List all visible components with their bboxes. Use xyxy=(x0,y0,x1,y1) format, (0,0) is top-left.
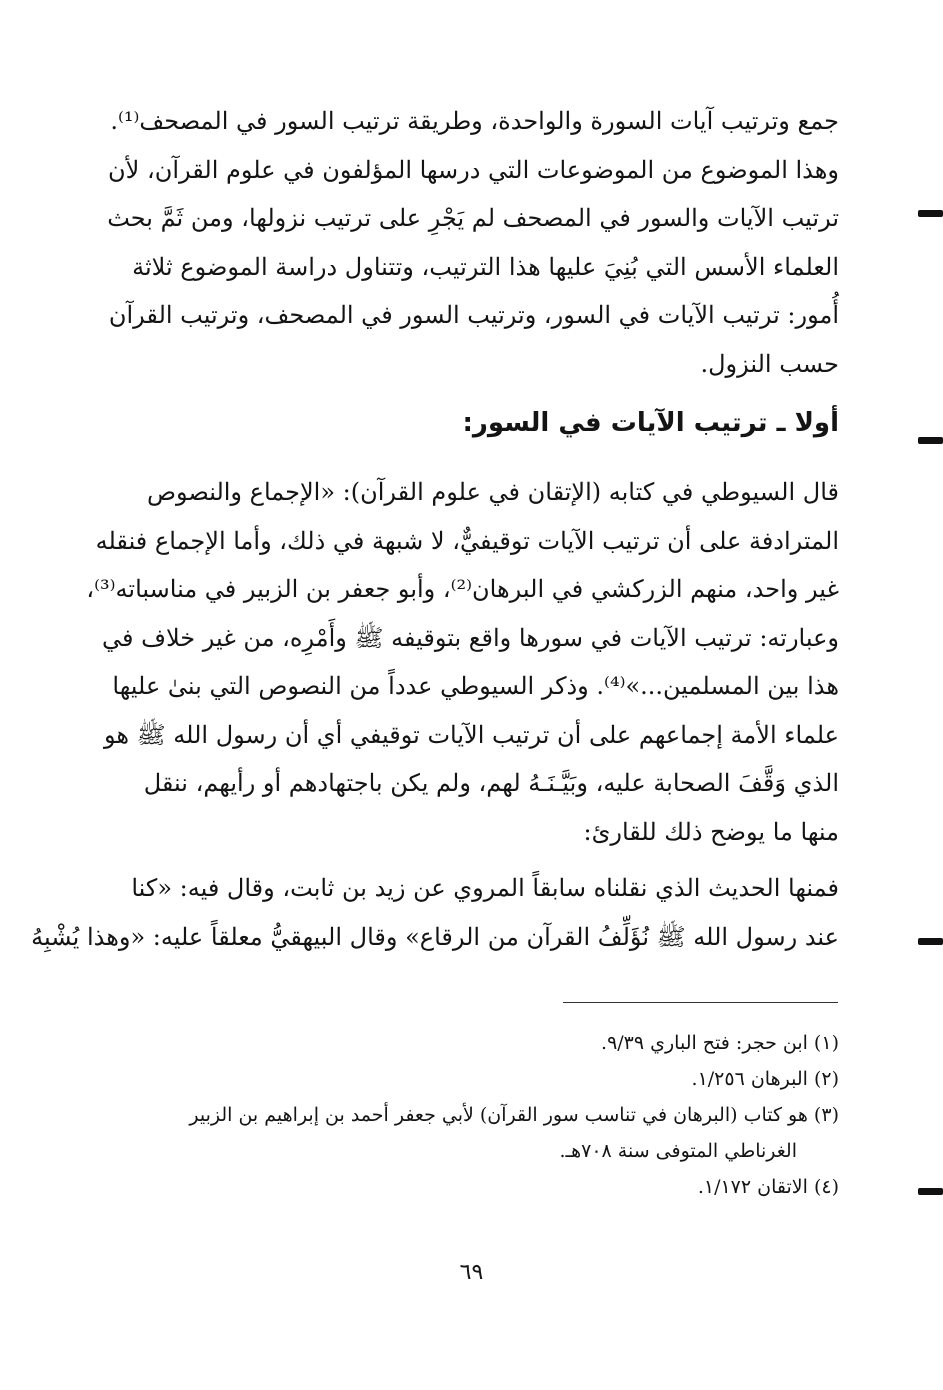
suyuti-paragraph xyxy=(86,468,839,856)
text-line: هذا بين المسلمين...»⁽⁴⁾. وذكر السيوطي عدداً من النصوص التي بنىٰ عليها xyxy=(112,672,839,700)
text-line: وهذا الموضوع من الموضوعات التي درسها المؤلفون في علوم القرآن، لأن xyxy=(108,155,839,184)
margin-mark xyxy=(918,437,943,444)
text-line: حسب النزول. xyxy=(700,349,839,378)
text-line: علماء الأمة إجماعهم على أن ترتيب الآيات توقيفي أي أن رسول الله ﷺ هو xyxy=(103,720,839,749)
text-line: العلماء الأسس التي بُنِيَ عليها هذا الترتيب، وتتناول دراسة الموضوع ثلاثة xyxy=(132,252,839,281)
footnote: (٣) هو كتاب (البرهان في تناسب سور القرآن) لأبي جعفر أحمد بن إبراهيم بن الزبير xyxy=(189,1104,839,1126)
footnote: (٤) الاتقان ١/١٧٢. xyxy=(697,1176,839,1198)
footnotes xyxy=(97,1025,839,1205)
footnote-continuation: الغرناطي المتوفى سنة ٧٠٨هـ. xyxy=(559,1140,797,1162)
intro-paragraph xyxy=(97,97,839,388)
text-line: منها ما يوضح ذلك للقارئ: xyxy=(583,817,839,846)
footnote-separator xyxy=(563,1002,838,1003)
footnote: (٢) البرهان ١/٢٥٦. xyxy=(691,1068,839,1090)
text-line: الذي وَقَّفَ الصحابة عليه، وبَيَّـنَـهُ لهم، ولم يكن باجتهادهم أو رأيهم، ننقل xyxy=(143,769,839,797)
footnote: (١) ابن حجر: فتح الباري ٩/٣٩. xyxy=(601,1032,839,1054)
text-line: غير واحد، منهم الزركشي في البرهان⁽²⁾، وأبو جعفر بن الزبير في مناسباته⁽³⁾، xyxy=(86,575,839,603)
page-number: ٦٩ xyxy=(459,1260,484,1285)
text-line: ترتيب الآيات والسور في المصحف لم يَجْرِ على ترتيب نزولها، ومن ثَمَّ بحث xyxy=(107,204,839,232)
text-line: عند رسول الله ﷺ نُؤَلِّفُ القرآن من الرقاع» وقال البيهقيُّ معلقاً عليه: «وهذا يُشْبِهُ xyxy=(31,922,839,951)
text-line: المترادفة على أن ترتيب الآيات توقيفيٌّ، لا شبهة في ذلك، وأما الإجماع فنقله xyxy=(95,526,839,555)
margin-mark xyxy=(918,1188,943,1195)
margin-mark xyxy=(918,210,943,217)
section-heading: أولا ـ ترتيب الآيات في السور: xyxy=(462,408,839,438)
text-line: قال السيوطي في كتابه (الإتقان في علوم القرآن): «الإجماع والنصوص xyxy=(146,478,839,506)
text-line: فمنها الحديث الذي نقلناه سابقاً المروي عن زيد بن ثابت، وقال فيه: «كنا xyxy=(131,874,839,902)
margin-mark xyxy=(918,938,943,945)
text-line: أُمور: ترتيب الآيات في السور، وترتيب السور في المصحف، وترتيب القرآن xyxy=(108,301,839,329)
text-line: جمع وترتيب آيات السورة والواحدة، وطريقة ترتيب السور في المصحف⁽¹⁾. xyxy=(110,107,839,135)
text-line: وعبارته: ترتيب الآيات في سورها واقع بتوقيفه ﷺ وأَمْرِه، من غير خلاف في xyxy=(101,623,839,652)
hadith-paragraph xyxy=(31,864,839,961)
